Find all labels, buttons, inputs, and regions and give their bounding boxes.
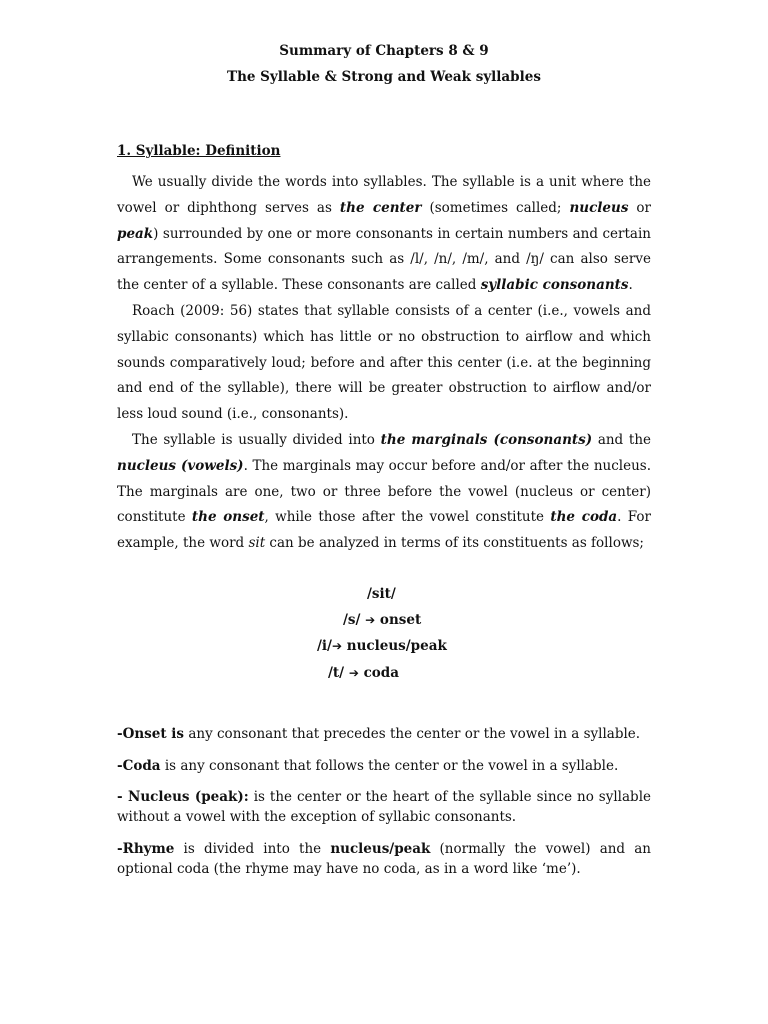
p1-term-center: the center bbox=[339, 199, 422, 216]
definition-coda bbox=[117, 756, 651, 776]
paragraph-2: Roach (2009: 56) states that syllable consists of a center (i.e., vowels and syllabic consonants) which has little or no obstruction to airflow and which sounds comparatively loud; before and after this center (i.e. at the beginning and end of the syllable), there will be greater obstruction to airflow and/or less loud sound (i.e., consonants). bbox=[117, 302, 651, 423]
definition-text: is divided into the bbox=[174, 841, 331, 857]
onset-label: onset bbox=[375, 612, 422, 628]
p1-text-c: (sometimes called; bbox=[421, 199, 570, 216]
coda-label: coda bbox=[358, 665, 399, 681]
definition-text: is the center or the heart of the syllable since no syllable without a vowel with the exception of syllabic consonants. bbox=[117, 789, 651, 825]
diagram-word: /sit/ bbox=[367, 586, 396, 602]
p3-word-sit: sit bbox=[248, 535, 266, 552]
arrow-right-icon: ➔ bbox=[348, 666, 359, 680]
p3-text-i: . For example, the word bbox=[117, 509, 651, 552]
p1-text-i: . bbox=[628, 277, 633, 294]
definition-onset bbox=[117, 724, 651, 744]
document-title: Summary of Chapters 8 & 9 bbox=[279, 43, 489, 59]
p1-text-a: We usually divide the words into syllables. The syllable is a unit where the vowel or diphthong serves as bbox=[117, 174, 651, 216]
p3-term-marginals: the marginals (consonants) bbox=[380, 431, 593, 448]
p1-text-e: or bbox=[628, 199, 652, 216]
definition-term: -Rhyme bbox=[117, 841, 175, 857]
nucleus-symbol: /i/ bbox=[317, 638, 332, 654]
p3-term-nucleus: nucleus (vowels) bbox=[117, 457, 244, 474]
p1-term-syllabic-consonants: syllabic consonants bbox=[480, 277, 629, 294]
p3-term-onset: the onset bbox=[191, 509, 265, 526]
p3-text-a: The syllable is usually divided into bbox=[132, 431, 381, 448]
diagram-onset-row bbox=[343, 612, 421, 628]
p1-term-peak: peak bbox=[117, 225, 154, 242]
section-heading: 1. Syllable: Definition bbox=[117, 143, 281, 159]
definition-text: any consonant that precedes the center or the vowel in a syllable. bbox=[184, 726, 641, 742]
diagram-coda-row bbox=[328, 665, 399, 681]
p3-text-k: can be analyzed in terms of its constituents as follows; bbox=[265, 535, 644, 552]
diagram-nucleus-row bbox=[317, 638, 447, 654]
paragraph-3 bbox=[117, 428, 651, 557]
definition-term: -Onset is bbox=[117, 726, 185, 742]
p3-text-g: , while those after the vowel constitute bbox=[264, 509, 551, 526]
definition-nucleus bbox=[117, 787, 651, 827]
definition-term-nucleus-peak: nucleus/peak bbox=[330, 841, 431, 857]
paragraph-1 bbox=[117, 170, 651, 299]
definition-rhyme bbox=[117, 839, 651, 879]
definition-text: (normally the vowel) and an optional coda (the rhyme may have no coda, as in a word like ‘me’). bbox=[117, 841, 651, 877]
onset-symbol: /s/ bbox=[343, 612, 366, 628]
coda-symbol: /t/ bbox=[328, 665, 349, 681]
p1-term-nucleus: nucleus bbox=[569, 199, 629, 216]
section-body bbox=[117, 170, 651, 557]
p3-text-e: . The marginals may occur before and/or after the nucleus. The marginals are one, two or three before the vowel (nucleus or center) constitute bbox=[117, 457, 651, 526]
nucleus-label: nucleus/peak bbox=[342, 638, 447, 654]
arrow-right-icon: ➔ bbox=[332, 639, 343, 653]
definition-text: is any consonant that follows the center or the vowel in a syllable. bbox=[160, 758, 619, 774]
arrow-right-icon: ➔ bbox=[365, 613, 376, 627]
p3-term-coda: the coda bbox=[550, 509, 618, 526]
definition-term: -Coda bbox=[117, 758, 161, 774]
definition-term: - Nucleus (peak): bbox=[117, 789, 249, 805]
document-subtitle: The Syllable & Strong and Weak syllables bbox=[227, 69, 541, 85]
p3-text-c: and the bbox=[592, 431, 651, 448]
p1-text-g: ) surrounded by one or more consonants in certain numbers and certain arrangements. Some consonants such as /l/, /n/, /m/, and /ŋ/ can also serve the center of a syllable. These consonants are called bbox=[117, 225, 651, 294]
